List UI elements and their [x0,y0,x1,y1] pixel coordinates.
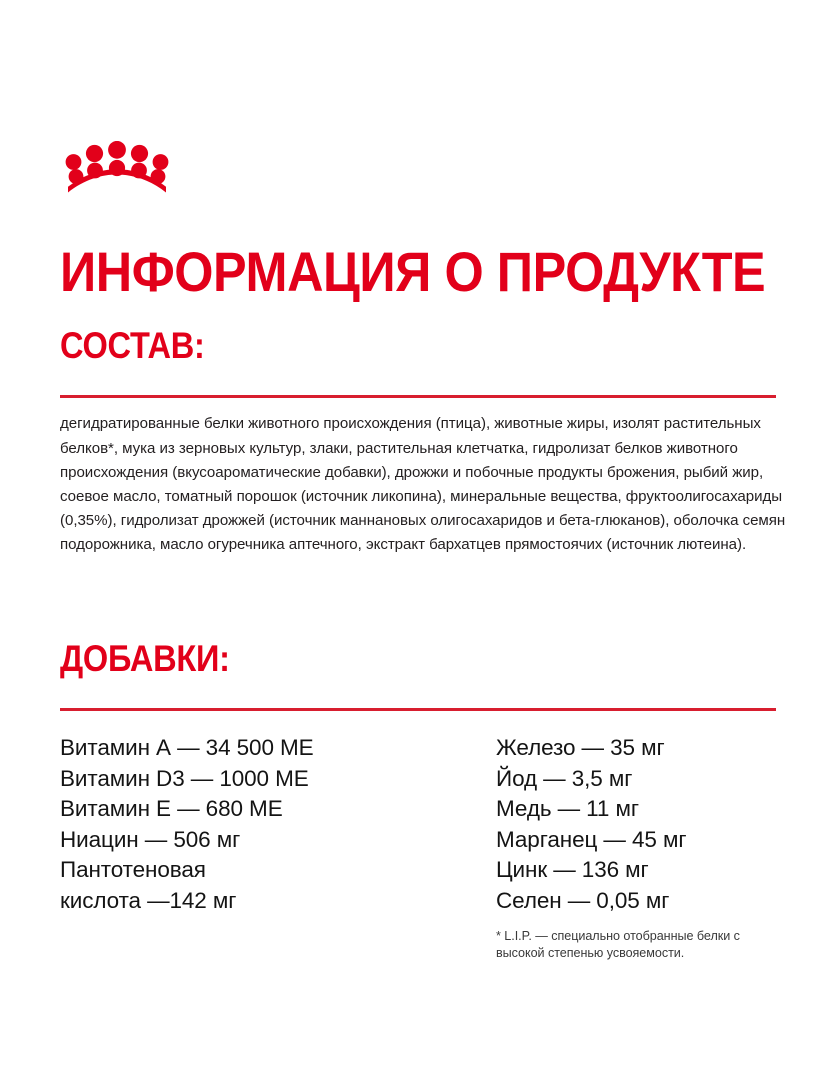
list-item: Ниацин — 506 мг [60,826,241,852]
list-item: Селен — 0,05 мг [496,887,670,913]
list-item: Цинк — 136 мг [496,857,649,883]
composition-divider [60,395,776,398]
royal-canin-crown-icon [62,141,172,193]
list-item: Витамин D3 — 1000 МЕ [60,765,309,791]
additives-divider [60,708,776,711]
list-item: Витамин Е — 680 МЕ [60,796,283,822]
list-item: кислота —142 мг [60,887,237,913]
additives-right-column [496,733,776,962]
composition-section [60,296,786,573]
additives-grid [60,733,776,962]
list-item: Железо — 35 мг [496,735,665,761]
lip-footnote: * L.I.P. — специально отобранные белки с высокой степенью усвояемости. [496,929,740,961]
list-item: Марганец — 45 мг [496,826,687,852]
composition-heading: СОСТАВ: [60,324,205,366]
page-title: ИНФОРМАЦИЯ О ПРОДУКТЕ [60,239,766,303]
list-item: Пантотеновая [60,857,206,883]
list-item: Витамин А — 34 500 МЕ [60,735,314,761]
composition-body-text: дегидратированные белки животного происхождения (птица), животные жиры, изолят растительных белков*, мука из зерновых культур, злаки, растительная клетчатка, гидролизат белков животного происхождения (вкусоароматические добавки), дрожжи и побочные продукты брожения, рыбий жир, соевое масло, томатный порошок (источник ликопина), минеральные вещества, фруктоолигосахариды (0,35%), гидролизат дрожжей (источник маннановых олигосахаридов и бета-глюканов), оболочка семян подорожника, масло огуречника аптечного, экстракт бархатцев прямостоячих (источник лютеина). [60,415,786,554]
additives-left-column [60,733,496,916]
list-item: Йод — 3,5 мг [496,765,633,791]
additives-section [60,609,776,962]
list-item: Медь — 11 мг [496,796,639,822]
additives-heading: ДОБАВКИ: [60,637,230,679]
